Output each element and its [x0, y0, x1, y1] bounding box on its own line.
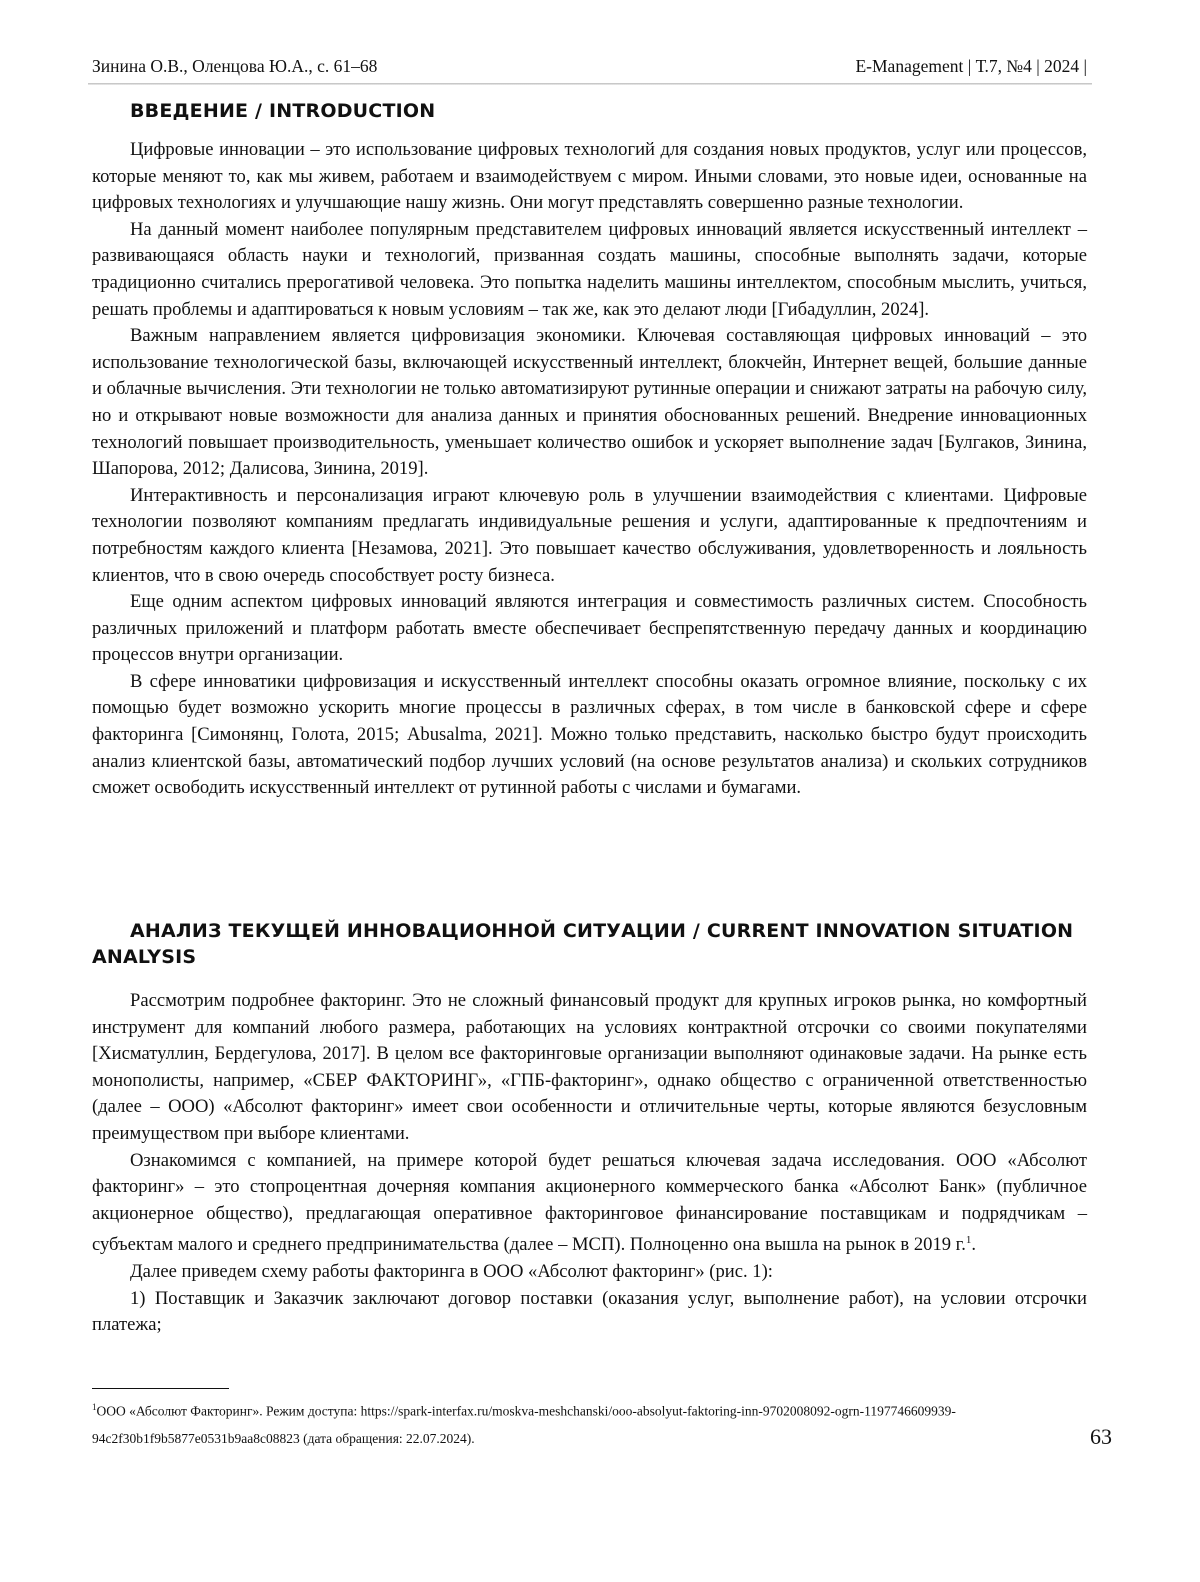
footnote-ref[interactable]: 1	[966, 1234, 972, 1246]
paragraph: Далее приведем схему работы факторинга в ООО «Абсолют факторинг» (рис. 1):	[92, 1259, 1087, 1286]
paragraph: На данный момент наиболее популярным представителем цифровых инноваций является искусственный интеллект – развивающаяся область науки и технологий, призванная создать машины, способные выполнять задачи, которые традиционно считались прерогативой человека. Это попытка наделить машины интеллектом, способным мыслить, учиться, решать проблемы и адаптироваться к новым условиям – так же, как это делают люди [Гибадуллин, 2024].	[92, 217, 1087, 323]
header-divider	[88, 83, 1092, 85]
section-body-introduction	[92, 137, 1087, 802]
paragraph: Интерактивность и персонализация играют ключевую роль в улучшении взаимодействия с клиентами. Цифровые технологии позволяют компаниям предлагать индивидуальные решения и услуги, адаптированные к предпочтениям и потребностям каждого клиента [Незамова, 2021]. Это повышает качество обслуживания, удовлетворенность и лояльность клиентов, что в свою очередь способствует росту бизнеса.	[92, 483, 1087, 589]
paragraph: Рассмотрим подробнее факторинг. Это не сложный финансовый продукт для крупных игроков рынка, но комфортный инструмент для компаний любого размера, работающих на условиях контрактной отсрочки со своими покупателями [Хисматуллин, Бердегулова, 2017]. В целом все факторинговые организации выполняют одинаковые задачи. На рынке есть монополисты, например, «СБЕР ФАКТОРИНГ», «ГПБ-факторинг», однако общество с ограниченной ответственностью (далее – ООО) «Абсолют факторинг» имеет свои особенности и отличительные черты, которые являются безусловным преимуществом при выборе клиентами.	[92, 988, 1087, 1148]
header-journal: E-Management | Т.7, №4 | 2024 |	[855, 56, 1087, 77]
footnote: 1ООО «Абсолют Факторинг». Режим доступа: https://spark-interfax.ru/moskva-meshchanski/ooo-absolyut-faktoring-inn-9702008092-ogrn-1197746609939-94c2f30b1f9b5877e0531b9aa8c08823 (дата обращения: 22.07.2024).	[92, 1394, 1087, 1452]
paragraph: 1) Поставщик и Заказчик заключают договор поставки (оказания услуг, выполнение работ), на условии отсрочки платежа;	[92, 1286, 1087, 1339]
page-number: 63	[1090, 1424, 1112, 1450]
footnote-text: ООО «Абсолют Факторинг». Режим доступа: https://spark-interfax.ru/moskva-meshchanski/ooo-absolyut-faktoring-inn-9702008092-ogrn-1197746609939-94c2f30b1f9b5877e0531b9aa8c08823 (дата обращения: 22.07.2024).	[92, 1404, 956, 1446]
running-header	[92, 56, 1087, 77]
footnote-divider	[92, 1388, 229, 1389]
section-heading-analysis: АНАЛИЗ ТЕКУЩЕЙ ИННОВАЦИОННОЙ СИТУАЦИИ / CURRENT INNOVATION SITUATION ANALYSIS	[92, 918, 1087, 970]
section-heading-introduction: ВВЕДЕНИЕ / INTRODUCTION	[130, 98, 1087, 124]
paragraph: Еще одним аспектом цифровых инноваций являются интеграция и совместимость различных систем. Способность различных приложений и платформ работать вместе обеспечивает беспрепятственную передачу данных и координацию процессов внутри организации.	[92, 589, 1087, 669]
paragraph: Цифровые инновации – это использование цифровых технологий для создания новых продуктов, услуг или процессов, которые меняют то, как мы живем, работаем и взаимодействуем с миром. Иными словами, это новые идеи, основанные на цифровых технологиях и улучшающие нашу жизнь. Они могут представлять совершенно разные технологии.	[92, 137, 1087, 217]
paragraph: В сфере инноватики цифровизация и искусственный интеллект способны оказать огромное влияние, поскольку с их помощью будет возможно ускорить многие процессы в различных сферах, в том числе в банковской сфере и сфере факторинга [Симонянц, Голота, 2015; Abusalma, 2021]. Можно только представить, насколько быстро будут происходить анализ клиентской базы, автоматический подбор лучших условий (на основе результатов анализа) и скольких сотрудников сможет освободить искусственный интеллект от рутинной работы с числами и бумагами.	[92, 669, 1087, 802]
paragraph: Важным направлением является цифровизация экономики. Ключевая составляющая цифровых инноваций – это использование технологической базы, включающей искусственный интеллект, блокчейн, Интернет вещей, большие данные и облачные вычисления. Эти технологии не только автоматизируют рутинные операции и снижают затраты на рабочую силу, но и открывают новые возможности для анализа данных и принятия обоснованных решений. Внедрение инновационных технологий повышает производительность, уменьшает количество ошибок и ускоряет выполнение задач [Булгаков, Зинина, Шапорова, 2012; Далисова, Зинина, 2019].	[92, 323, 1087, 483]
header-authors: Зинина О.В., Оленцова Ю.А., с. 61–68	[92, 56, 377, 77]
paragraph: Ознакомимся с компанией, на примере которой будет решаться ключевая задача исследования. ООО «Абсолют факторинг» – это стопроцентная дочерняя компания акционерного коммерческого банка «Абсолют Банк» (публичное акционерное общество), предлагающая оперативное факторинговое финансирование поставщикам и подрядчикам – субъектам малого и среднего предпринимательства (далее – МСП). Полноценно она вышла на рынок в 2019 г.1.	[92, 1148, 1087, 1260]
section-body-analysis	[92, 988, 1087, 1339]
